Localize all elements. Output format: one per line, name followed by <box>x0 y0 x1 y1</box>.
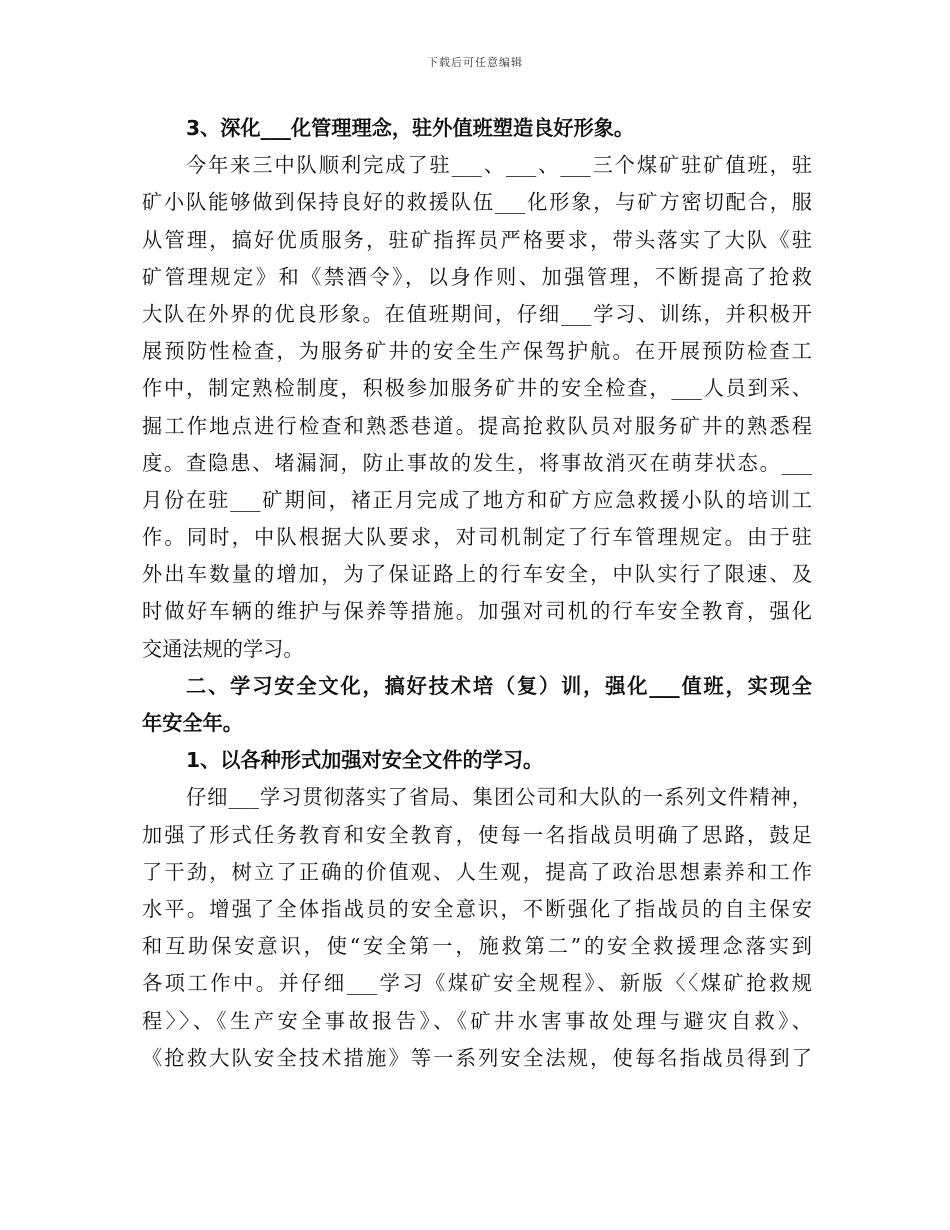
paragraph-line: 《抢救大队安全技术措施》等一系列安全法规，使每名指战员得到了 <box>142 1045 812 1070</box>
paragraph-line: 程〉〉、《生产安全事故报告》、《矿井水害事故处理与避灾自救》、 <box>142 1008 812 1033</box>
paragraph-line: 矿小队能够做到保持良好的救援队伍___化形象，与矿方密切配合，服 <box>142 190 812 215</box>
paragraph-line: 各项工作中。并仔细___学习《煤矿安全规程》、新版〈〈煤矿抢救规 <box>142 971 812 996</box>
paragraph-line: 从管理，搞好优质服务，驻矿指挥员严格要求，带头落实了大队《驻 <box>142 227 812 252</box>
paragraph-line: 今年来三中队顺利完成了驻___、___、___三个煤矿驻矿值班，驻 <box>186 153 812 178</box>
paragraph-line: 掘工作地点进行检查和熟悉巷道。提高抢救队员对服务矿井的熟悉程 <box>142 413 812 438</box>
paragraph-line: 作中，制定熟检制度，积极参加服务矿井的安全检查，___人员到采、 <box>142 376 812 401</box>
section-heading-line: 年安全年。 <box>142 711 243 735</box>
section-heading-line: 1、以各种形式加强对安全文件的学习。 <box>186 748 544 773</box>
paragraph-line: 矿管理规定》和《禁酒令》，以身作则、加强管理，不断提高了抢救 <box>142 264 812 289</box>
paragraph-line: 外出车数量的增加，为了保证路上的行车安全，中队实行了限速、及 <box>142 562 812 587</box>
paragraph-line: 展预防性检查，为服务矿井的安全生产保驾护航。在开展预防检查工 <box>142 339 812 364</box>
document-body <box>142 110 812 1077</box>
paragraph-line: 了干劲，树立了正确的价值观、人生观，提高了政治思想素养和工作 <box>142 859 812 884</box>
section-heading-line: 3、深化___化管理理念，驻外值班塑造良好形象。 <box>186 116 635 140</box>
paragraph-line: 作。同时，中队根据大队要求，对司机制定了行车管理规定。由于驻 <box>142 525 812 550</box>
page-header: 下载后可任意编辑 <box>427 56 523 69</box>
paragraph-line: 仔细___学习贯彻落实了省局、集团公司和大队的一系列文件精神， <box>186 785 812 810</box>
paragraph-line: 水平。增强了全体指战员的安全意识，不断强化了指战员的自主保安 <box>142 896 812 921</box>
section-heading-line: 二、学习安全文化，搞好技术培（复）训，强化___值班，实现全 <box>186 673 812 698</box>
paragraph-line: 时做好车辆的维护与保养等措施。加强对司机的行车安全教育，强化 <box>142 599 812 624</box>
paragraph-line: 大队在外界的优良形象。在值班期间，仔细___学习、训练，并积极开 <box>142 301 812 326</box>
paragraph-line: 加强了形式任务教育和安全教育，使每一名指战员明确了思路，鼓足 <box>142 822 812 847</box>
paragraph-line: 月份在驻___矿期间，褚正月完成了地方和矿方应急救援小队的培训工 <box>142 487 812 512</box>
paragraph-line: 度。查隐患、堵漏洞，防止事故的发生，将事故消灭在萌芽状态。___ <box>142 450 812 475</box>
paragraph-line: 和互助保安意识，使“安全第一，施救第二”的安全救援理念落实到 <box>142 934 812 959</box>
paragraph-line: 交通法规的学习。 <box>142 636 304 661</box>
